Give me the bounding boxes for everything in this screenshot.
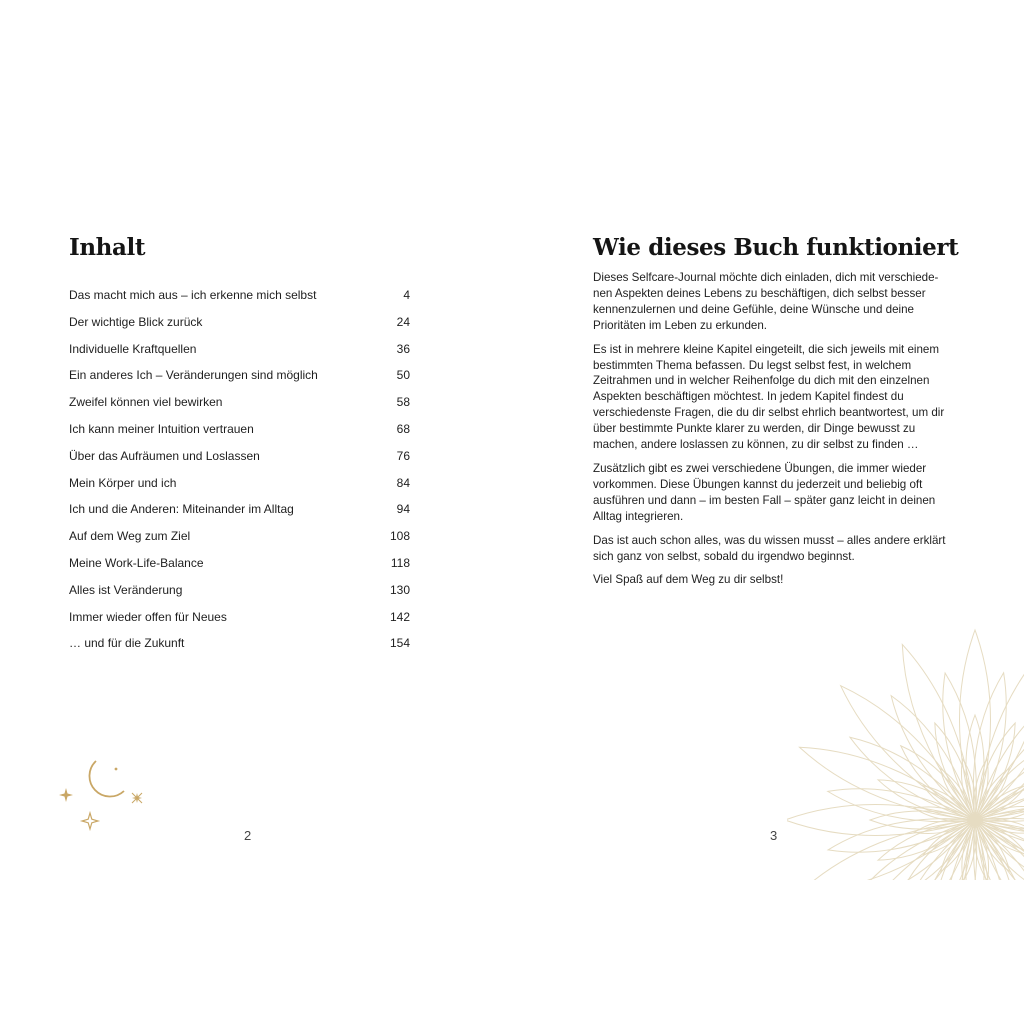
lotus-flower-icon xyxy=(787,620,1024,880)
toc-entry xyxy=(69,606,410,633)
toc-entry xyxy=(69,284,410,311)
toc-entry-page: 142 xyxy=(389,609,410,624)
toc-entry xyxy=(69,445,410,472)
paragraph: Dieses Selfcare-Journal möchte dich einladen, dich mit verschiede-nen Aspekten deines Lebens zu beschäftigen, dich selbst besser kennenzulernen und deine Gefühle, deine Wünsche und deine Prioritäten im Leben zu erkunden. xyxy=(593,271,939,332)
toc-entry-title: Individuelle Kraftquellen xyxy=(69,341,197,356)
toc-entry xyxy=(69,632,410,659)
toc-entry-page: 94 xyxy=(396,502,410,517)
toc-entry-page: 58 xyxy=(396,395,410,410)
body-text xyxy=(593,270,951,596)
toc-entry-page: 84 xyxy=(396,475,410,490)
toc-entry-title: Zweifel können viel bewirken xyxy=(69,395,223,410)
toc-entry xyxy=(69,391,410,418)
right-page xyxy=(512,0,1024,1024)
toc-entry-title: Meine Work-Life-Balance xyxy=(69,555,204,570)
paragraph: Viel Spaß auf dem Weg zu dir selbst! xyxy=(593,573,784,587)
paragraph: Zusätzlich gibt es zwei verschiedene Übungen, die immer wieder vorkommen. Diese Übungen kannst du jederzeit und beliebig oft ausführen und dann – im besten Fall – später ganz leicht in deinen Alltag integrieren. xyxy=(593,461,936,523)
toc-entry-title: … und für die Zukunft xyxy=(69,636,185,651)
toc-entry xyxy=(69,552,410,579)
page-number-left: 2 xyxy=(244,828,252,843)
toc-entry-title: Auf dem Weg zum Ziel xyxy=(69,529,191,544)
toc-entry-title: Der wichtige Blick zurück xyxy=(69,314,203,329)
toc-entry xyxy=(69,364,410,391)
paragraph: Das ist auch schon alles, was du wissen musst – alles andere erklärt sich ganz von selbst, sobald du irgendwo beginnst. xyxy=(593,533,946,563)
toc-entry-page: 68 xyxy=(396,421,410,436)
toc-entry xyxy=(69,472,410,499)
toc-entry xyxy=(69,498,410,525)
toc-entry xyxy=(69,338,410,365)
toc-entry-title: Das macht mich aus – ich erkenne mich selbst xyxy=(69,288,317,302)
toc-entry-page: 76 xyxy=(396,448,410,463)
toc-entry-page: 36 xyxy=(396,341,410,356)
toc-entry-page: 50 xyxy=(396,368,410,383)
toc-entry xyxy=(69,579,410,606)
moon-and-stars-icon xyxy=(52,755,152,835)
toc-heading: Inhalt xyxy=(69,234,146,261)
toc-entry-title: Ein anderes Ich – Veränderungen sind möglich xyxy=(69,368,318,383)
toc-entry-title: Ich und die Anderen: Miteinander im Alltag xyxy=(69,502,294,517)
section-heading: Wie dieses Buch funktioniert xyxy=(593,234,959,261)
toc-entry-page: 130 xyxy=(389,582,410,597)
toc-entry-title: Ich kann meiner Intuition vertrauen xyxy=(69,421,254,436)
page-number-right: 3 xyxy=(770,828,778,843)
toc-entry-title: Alles ist Veränderung xyxy=(69,582,183,597)
toc-entry-page: 154 xyxy=(389,636,410,651)
toc-entry xyxy=(69,311,410,338)
toc-entry-page: 4 xyxy=(403,288,410,302)
toc-entry-title: Über das Aufräumen und Loslassen xyxy=(69,448,260,463)
toc-entry-title: Immer wieder offen für Neues xyxy=(69,609,227,624)
toc-entry xyxy=(69,418,410,445)
table-of-contents xyxy=(69,284,410,659)
toc-entry-page: 108 xyxy=(389,529,410,544)
paragraph: Es ist in mehrere kleine Kapitel eingeteilt, die sich jeweils mit einem bestimmten Thema befassen. Du legst selbst fest, in welchem Zeitrahmen und in welcher Reihenfolge du dich mit den einzelnen Aspekten beschäftigen möchtest. In jedem Kapitel findest du verschiedenste Fragen, die du dir selbst ehrlich beantwortest, um dir über bestimmte Punkte klarer zu werden, dir Dinge bewusst zu machen, andere loslassen zu können, zu dir selbst zu finden … xyxy=(593,342,945,452)
toc-entry-page: 24 xyxy=(396,314,410,329)
toc-entry xyxy=(69,525,410,552)
toc-entry-title: Mein Körper und ich xyxy=(69,475,177,490)
toc-entry-page: 118 xyxy=(390,555,410,570)
